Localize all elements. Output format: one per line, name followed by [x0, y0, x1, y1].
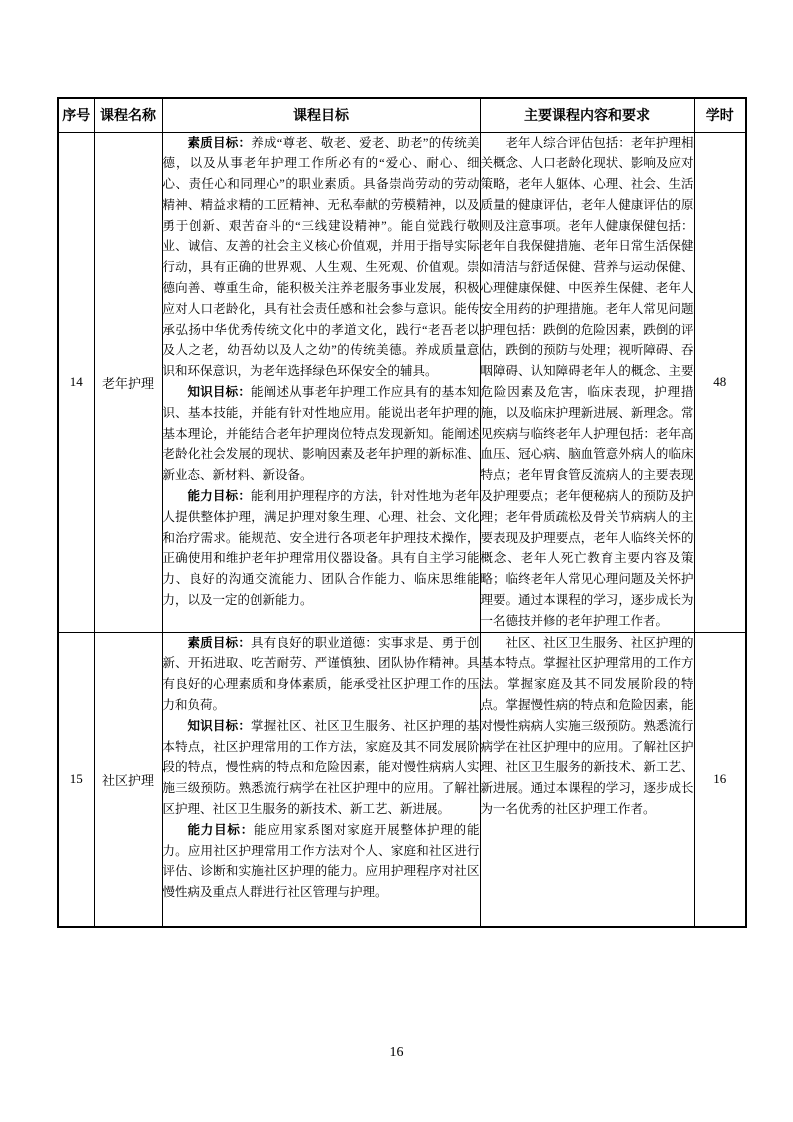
cell-index: 14: [58, 132, 94, 632]
cell-main-content: [480, 132, 694, 632]
objective-text: 具有良好的职业道德：实事求是、勇于创新、开拓进取、吃苦耐劳、严谨慎独、团队协作精神。具有良好的心理素质和身体素质，能承受社区护理工作的压力和负荷。: [162, 635, 480, 713]
objective-label: 能力目标：: [187, 489, 252, 504]
objective-text: 能应用家系图对家庭开展整体护理的能力。应用社区护理常用工作方法对个人、家庭和社区进行评估、诊断和实施社区护理的能力。应用护理程序对社区慢性病及重点人群进行社区管理与护理。: [162, 822, 480, 900]
objective-paragraph: [163, 486, 480, 611]
column-header-course-objectives: 课程目标: [162, 98, 480, 132]
cell-course-objectives: [162, 132, 480, 632]
cell-hours: 48: [694, 132, 746, 632]
objective-paragraph: [163, 133, 480, 383]
content-paragraph: 老年人综合评估包括：老年护理相关概念、人口老龄化现状、影响及应对策略，老年人躯体、心理、社会、生活质量的健康评估，老年人健康评估的原则及注意事项。老年人健康保健包括：老年自我保健措施、老年日常生活保健如清洁与舒适保健、营养与运动保健、心理健康保健、中医养生保健、老年人安全用药的护理措施。老年人常见问题护理包括：跌倒的危险因素，跌倒的评估，跌倒的预防与处理；视听障碍、吞咽障碍、认知障碍老年人的概念、主要危险因素及危害，临床表现，护理措施，以及临床护理新进展、新理念。常见疾病与临终老年人护理包括：老年高血压、冠心病、脑血管意外病人的临床特点；老年胃食管反流病人的主要表现及护理要点；老年便秘病人的预防及护理；老年骨质疏松及骨关节病病人的主要表现及护理要点，老年人临终关怀的概念、老年人死亡教育主要内容及策略；临终老年人常见心理问题及关怀护理要。通过本课程的学习，逐步成长为一名德技并修的老年护理工作者。: [480, 135, 694, 628]
objective-text: 能利用护理程序的方法，针对性地为老年人提供整体护理，满足护理对象生理、心理、社会、文化和治疗需求。能规范、安全进行各项老年护理技术操作，正确使用和维护老年护理常用仪器设备。具有自主学习能力、良好的沟通交流能力、团队合作能力、临床思维能力，以及一定的创新能力。: [162, 489, 480, 608]
objective-text: 养成“尊老、敬老、爱老、助老”的传统美德，以及从事老年护理工作所必有的“爱心、耐心、细心、责任心和同理心”的职业素质。具备崇尚劳动的劳动精神、精益求精的工匠精神、无私奉献的劳模精神，以及勇于创新、艰苦奋斗的“三线建设精神”。能自觉践行敬业、诚信、友善的社会主义核心价值观，并用于指导实际行动，具有正确的世界观、人生观、生死观、价值观。崇德向善、尊重生命，能积极关注养老服务事业发展，积极应对人口老龄化，具有社会责任感和社会参与意识。能传承弘扬中华优秀传统文化中的孝道文化，践行“老吾老以及人之老，幼吾幼以及人之幼”的传统美德。养成质量意识和环保意识，为老年选择绿色环保安全的辅具。: [162, 135, 480, 379]
cell-course-objectives: [162, 632, 480, 927]
cell-main-content: [480, 632, 694, 927]
content-paragraph: 社区、社区卫生服务、社区护理的基本特点。掌握社区护理常用的工作方法。掌握家庭及其不同发展阶段的特点。掌握慢性病的特点和危险因素，能对慢性病病人实施三级预防。熟悉流行病学在社区护理中的应用。了解社区护理、社区卫生服务的新技术、新工艺、新进展。通过本课程的学习，逐步成长为一名优秀的社区护理工作者。: [480, 635, 694, 816]
objective-paragraph: [163, 382, 480, 486]
objective-label: 知识目标：: [187, 385, 252, 400]
column-header-course-name: 课程名称: [94, 98, 162, 132]
objective-label: 素质目标：: [187, 135, 252, 150]
table-row: [58, 632, 746, 927]
objective-paragraph: [163, 820, 480, 903]
objective-paragraph: [163, 716, 480, 820]
column-header-index: 序号: [58, 98, 94, 132]
table-header-row: [58, 98, 746, 132]
cell-index: 15: [58, 632, 94, 927]
objective-paragraph: [163, 633, 480, 716]
cell-course-name: 老年护理: [94, 132, 162, 632]
objective-label: 知识目标：: [187, 718, 252, 733]
cell-course-name: 社区护理: [94, 632, 162, 927]
column-header-main-content: 主要课程内容和要求: [480, 98, 694, 132]
cell-hours: 16: [694, 632, 746, 927]
page-number: 16: [389, 1045, 404, 1060]
course-table: [57, 97, 747, 928]
objective-text: 掌握社区、社区卫生服务、社区护理的基本特点，社区护理常用的工作方法，家庭及其不同发展阶段的特点，慢性病的特点和危险因素，能对慢性病病人实施三级预防。熟悉流行病学在社区护理中的应用。了解社区护理、社区卫生服务的新技术、新工艺、新进展。: [162, 718, 480, 816]
objective-label: 素质目标：: [187, 635, 252, 650]
column-header-hours: 学时: [694, 98, 746, 132]
objective-text: 能阐述从事老年护理工作应具有的基本知识、基本技能，并能有针对性地应用。能说出老年护理的基本理论，并能结合老年护理岗位特点发现新知。能阐述老龄化社会发展的现状、影响因素及老年护理的新标准、新业态、新材料、新设备。: [162, 385, 480, 483]
table-row: [58, 132, 746, 632]
objective-label: 能力目标：: [187, 822, 255, 837]
